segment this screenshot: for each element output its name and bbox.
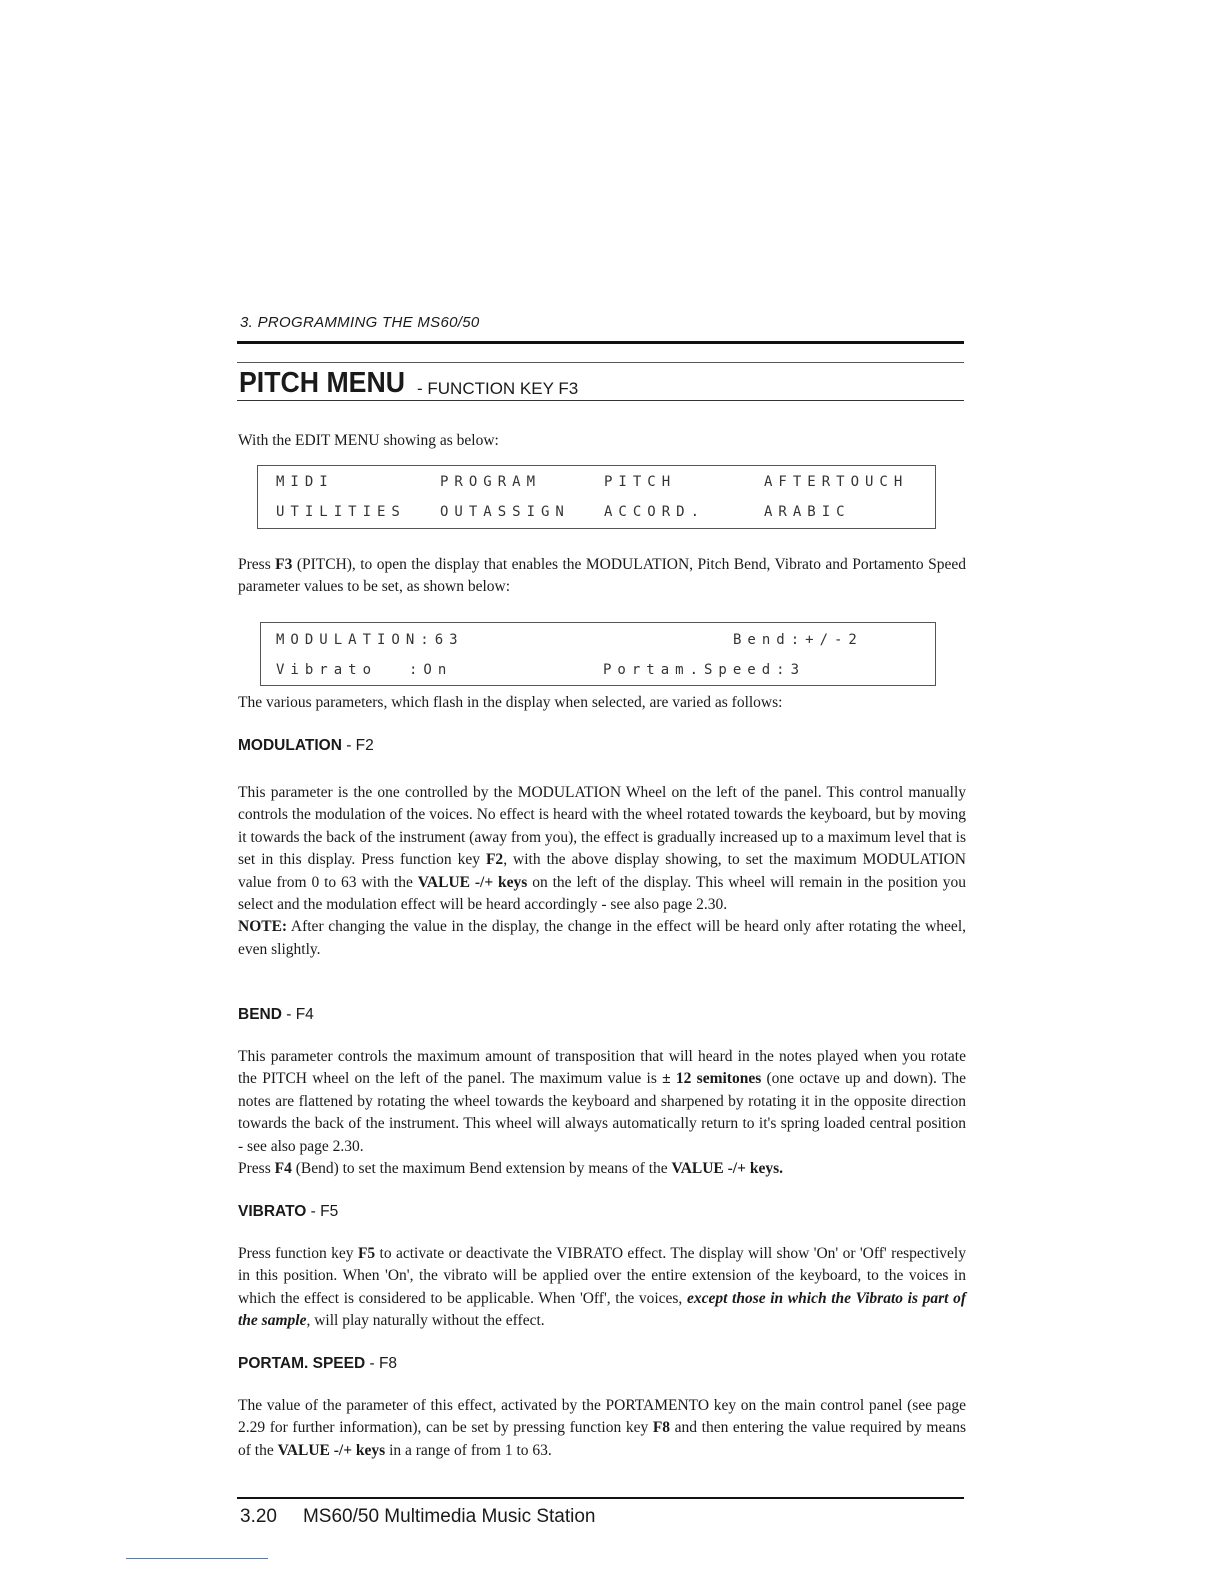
lcd-bend: Bend:+/-2: [733, 632, 863, 648]
header-rule: [237, 341, 964, 344]
lcd-portam: Portam.Speed:3: [603, 662, 806, 678]
various-text: The various parameters, which flash in the display when selected, are varied as follows:: [238, 694, 783, 711]
lcd-utilities: UTILITIES: [276, 504, 406, 520]
lcd-arabic: ARABIC: [764, 504, 851, 520]
title-underline: [237, 400, 964, 401]
lcd-vibrato-value: :On: [409, 662, 453, 678]
note-label: NOTE:: [238, 918, 288, 936]
bend-heading: BEND - F4: [238, 1006, 314, 1023]
lcd-modulation: MODULATION:63: [276, 632, 464, 648]
footer-rule: [237, 1497, 964, 1499]
running-header: 3. PROGRAMMING THE MS60/50: [240, 314, 480, 331]
lcd-outassign: OUTASSIGN: [440, 504, 570, 520]
footer-title: MS60/50 Multimedia Music Station: [302, 1506, 596, 1527]
press-f3-text: Press F3 (PITCH), to open the display that enables the MODULATION, Pitch Bend, Vibrato and Portamento Speed parameter values to be set, as shown below:: [238, 556, 966, 596]
vibrato-heading: VIBRATO - F5: [238, 1203, 339, 1220]
bend-paragraph: This parameter controls the maximum amount of transposition that will heard in the notes played when you rotate the PITCH wheel on the left of the panel. The maximum value is ± 12 semitones (one octave up and down). The notes are flattened by rotating the wheel towards the keyboard and sharpened by rotating it in the opposite direction towards the back of the instrument. This wheel will always automatically return to it's spring loaded central position - see also page 2.30. Press F4 (Bend) to set the maximum Bend extension by means of the VALUE -/+ keys.: [238, 1048, 966, 1178]
portam-heading: PORTAM. SPEED - F8: [238, 1355, 398, 1372]
vibrato-paragraph: Press function key F5 to activate or deactivate the VIBRATO effect. The display will show 'On' or 'Off' respectively in this position. When 'On', the vibrato will be applied over the entire extension of the keyboard, to the voices in which the effect is considered to be applicable. When 'Off', the voices, except those in which the Vibrato is part of the sample, will play naturally without the effect.: [238, 1245, 967, 1330]
portam-paragraph: The value of the parameter of this effect, activated by the PORTAMENTO key on the main control panel (see page 2.29 for further information), can be set by pressing function key F8 and then entering the value required by means of the VALUE -/+ keys in a range of from 1 to 63.: [238, 1397, 966, 1459]
modulation-heading: MODULATION - F2: [238, 737, 374, 754]
modulation-paragraph: This parameter is the one controlled by the MODULATION Wheel on the left of the panel. This control manually controls the modulation of the voices. No effect is heard with the wheel rotated towards the keyboard, but by moving it towards the back of the instrument (away from you), the effect is gradually increased up to a maximum level that is set in this display. Press function key F2, with the above display showing, to set the maximum MODULATION value from 0 to 63 with the VALUE -/+ keys on the left of the display. This wheel will remain in the position you select and the modulation effect will be heard accordingly - see also page 2.30. NOTE: After changing the value in the display, the change in the effect will be heard only after rotating the wheel, even slightly.: [238, 784, 966, 958]
scan-edge-line: [126, 1558, 268, 1559]
lcd-accord: ACCORD.: [604, 504, 706, 520]
edit-menu-display: [257, 465, 936, 529]
pitch-display: [260, 622, 936, 686]
lcd-vibrato-label: Vibrato: [276, 662, 378, 678]
page-title: PITCH MENU: [239, 367, 406, 399]
lcd-aftertouch: AFTERTOUCH: [764, 474, 909, 490]
intro-text: With the EDIT MENU showing as below:: [238, 432, 499, 449]
page-footer: [240, 1506, 596, 1528]
lcd-pitch: PITCH: [604, 474, 677, 490]
page-subtitle: - FUNCTION KEY F3: [417, 379, 579, 398]
section-title: [237, 362, 964, 403]
lcd-program: PROGRAM: [440, 474, 542, 490]
lcd-midi: MIDI: [276, 474, 334, 490]
page-number: 3.20: [240, 1506, 277, 1527]
